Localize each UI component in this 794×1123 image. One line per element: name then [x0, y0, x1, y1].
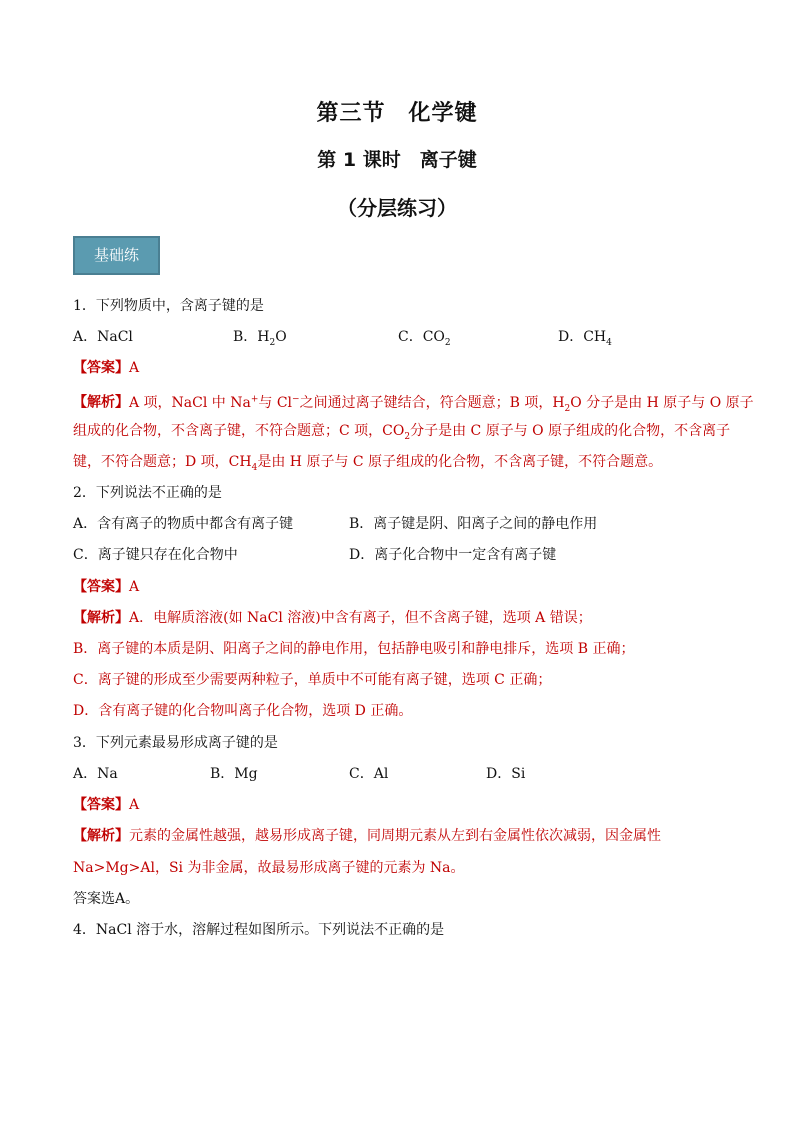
q2-analysis-line-4: D．含有离子键的化合物叫离子化合物，选项 D 正确。: [73, 703, 413, 719]
q3-option-b: B．Mg: [210, 766, 258, 782]
q3-option-a: A．Na: [73, 766, 118, 782]
q2-option-a: A．含有离子的物质中都含有离子键: [73, 516, 294, 532]
q1-option-d: D．$CH_4$: [558, 329, 612, 348]
q2-answer: 【答案】A: [73, 579, 140, 595]
q3-option-c: C．Al: [349, 766, 389, 782]
q1-option-b: B．$H_2O$: [233, 329, 287, 348]
page-title: 第三节 化学键: [316, 101, 478, 126]
question-2-stem: 2．下列说法不正确的是: [73, 485, 222, 501]
q2-analysis-line-2: B．离子键的本质是阴、阳离子之间的静电作用，包括静电吸引和静电排斥，选项 B 正确；: [73, 641, 635, 657]
q3-conclusion: 答案选A。: [73, 891, 140, 907]
q1-analysis-line-1: 【解析】A 项，NaCl 中 Na+与 Cl−之间通过离子键结合，符合题意；B 项，$H_2O$ 分子是由 H 原子与 O 原子: [73, 394, 754, 414]
q1-option-c: C．$CO_2$: [398, 329, 451, 348]
q1-option-a: A．NaCl: [73, 329, 133, 345]
q1-analysis-line-3: 键，不符合题意；D 项，$CH_4$是由 H 原子与 C 原子组成的化合物，不含离子键，不符合题意。: [73, 454, 663, 473]
question-1-stem: 1．下列物质中，含离子键的是: [73, 298, 264, 314]
q3-answer: 【答案】A: [73, 797, 140, 813]
q3-option-d: D．Si: [486, 766, 526, 782]
q3-analysis-line-1: 【解析】元素的金属性越强，越易形成离子键，同周期元素从左到右金属性依次减弱，因金属性: [73, 828, 661, 844]
lesson-subtitle: 第 1 课时 离子键: [317, 149, 477, 171]
q3-analysis-line-2: Na>Mg>Al，Si 为非金属，故最易形成离子键的元素为 Na。: [73, 860, 465, 876]
q2-option-c: C．离子键只存在化合物中: [73, 547, 238, 563]
q2-analysis-line-3: C．离子键的形成至少需要两种粒子，单质中不可能有离子键，选项 C 正确；: [73, 672, 552, 688]
question-4-stem: 4．NaCl 溶于水，溶解过程如图所示。下列说法不正确的是: [73, 922, 445, 938]
q1-analysis-line-2: 组成的化合物，不含离子键，不符合题意；C 项，$CO_2$分子是由 C 原子与 O 原子组成的化合物，不含离子: [73, 423, 731, 442]
q2-option-d: D．离子化合物中一定含有离子键: [349, 547, 557, 563]
question-3-stem: 3．下列元素最易形成离子键的是: [73, 735, 278, 751]
q2-analysis-line-1: 【解析】A．电解质溶液(如 NaCl 溶液)中含有离子，但不含离子键，选项 A 错误；: [73, 610, 592, 626]
q2-option-b: B．离子键是阴、阳离子之间的静电作用: [349, 516, 598, 532]
section-badge: 基础练: [73, 236, 160, 275]
exercise-tag: （分层练习）: [337, 196, 457, 220]
q1-answer: 【答案】A: [73, 360, 140, 376]
